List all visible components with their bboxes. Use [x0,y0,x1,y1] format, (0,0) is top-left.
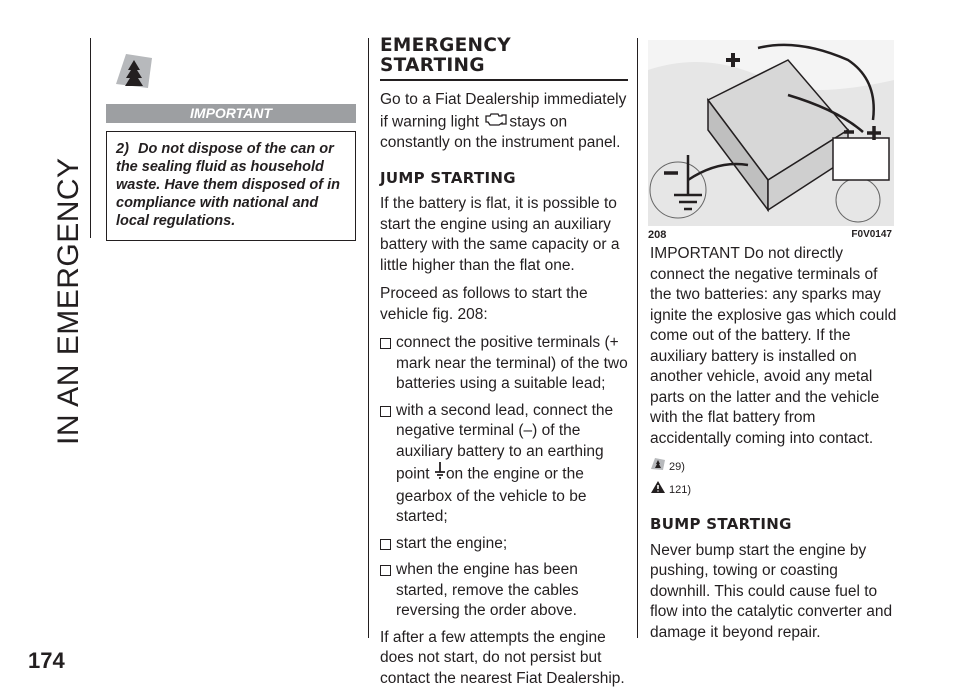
figure-caption [648,229,894,241]
intro-text-2: stays on constantly on the instrument panel. [380,112,621,151]
list-item [380,333,628,395]
list-item-text: connect the positive terminals (+ mark near the terminal) of the two batteries using a suitable lead; [396,334,628,392]
warning-triangle-icon [650,480,666,501]
list-item-text-2: on the engine or the gearbox of the vehicle to be started; [396,465,587,525]
column-3 [650,244,898,651]
note-text: Do not dispose of the can or the sealing fluid as household waste. Have them disposed of in compliance with national and local regulations. [116,141,340,229]
emergency-title-line1: EMERGENCY [380,35,511,56]
reference-121: 121) [669,483,692,496]
column-divider-2 [637,38,638,638]
title-rule [380,79,628,81]
figure-number: 208 [648,229,667,241]
emergency-title [380,36,628,76]
important-heading: IMPORTANT [106,104,356,123]
column-2 [380,36,628,697]
list-item-text: when the engine has been started, remove the cables reversing the order above. [396,561,579,619]
list-item-text: start the engine; [396,534,508,552]
jump-paragraph-3: If after a few attempts the engine does not start, do not persist but contact the nearest Fiat Dealership. [380,628,625,687]
bullet-box [380,338,391,349]
figure-code: F0V0147 [851,229,892,240]
note-number: 2) [116,141,129,157]
earth-ground-icon [434,462,446,487]
reference-row [650,457,898,478]
reference-29: 29) [669,461,685,473]
bump-paragraph: Never bump start the engine by pushing, towing or coasting downhill. This could cause fuel to flow into the catalytic converter and damage it beyond repair. [650,541,893,641]
environment-small-icon [650,457,666,478]
list-item [380,560,628,622]
reference-row [650,480,898,501]
jump-paragraph-1: If the battery is flat, it is possible to start the engine using an auxiliary battery with the same capacity or a little higher than the flat one. [380,195,620,274]
section-title-text: IN AN EMERGENCY [52,157,85,445]
jump-start-figure [648,40,894,226]
engine-warning-icon [483,111,509,134]
jump-starting-title: JUMP STARTING [380,168,516,187]
bullet-box [380,539,391,550]
important-note [116,140,352,230]
emergency-intro [380,90,628,154]
page-number: 174 [28,648,65,673]
intro-text-1: Go to a Fiat Dealership immediately if warning light [380,91,627,130]
jump-paragraph-2: Proceed as follows to start the vehicle fig. 208: [380,285,588,323]
list-item-text: with a second lead, connect the negative terminal (–) of the auxiliary battery to an earthing point [396,401,614,483]
important-paragraph: IMPORTANT Do not directly connect the negative terminals of the two batteries: any sparks may ignite the explosive gas which could come out of the battery. If the auxiliary battery is installed on another vehicle, avoid any metal parts on the latter and the vehicle with the flat battery from accidentally coming into contact. [650,245,897,447]
column-divider-1 [368,38,369,638]
bump-starting-title: BUMP STARTING [650,515,792,533]
sidebar-rule [90,38,91,238]
list-item [380,401,628,528]
bullet-box [380,406,391,417]
section-title [52,157,92,445]
environment-icon [110,48,158,94]
bullet-box [380,565,391,576]
emergency-title-line2: STARTING [380,55,485,76]
list-item [380,534,628,555]
